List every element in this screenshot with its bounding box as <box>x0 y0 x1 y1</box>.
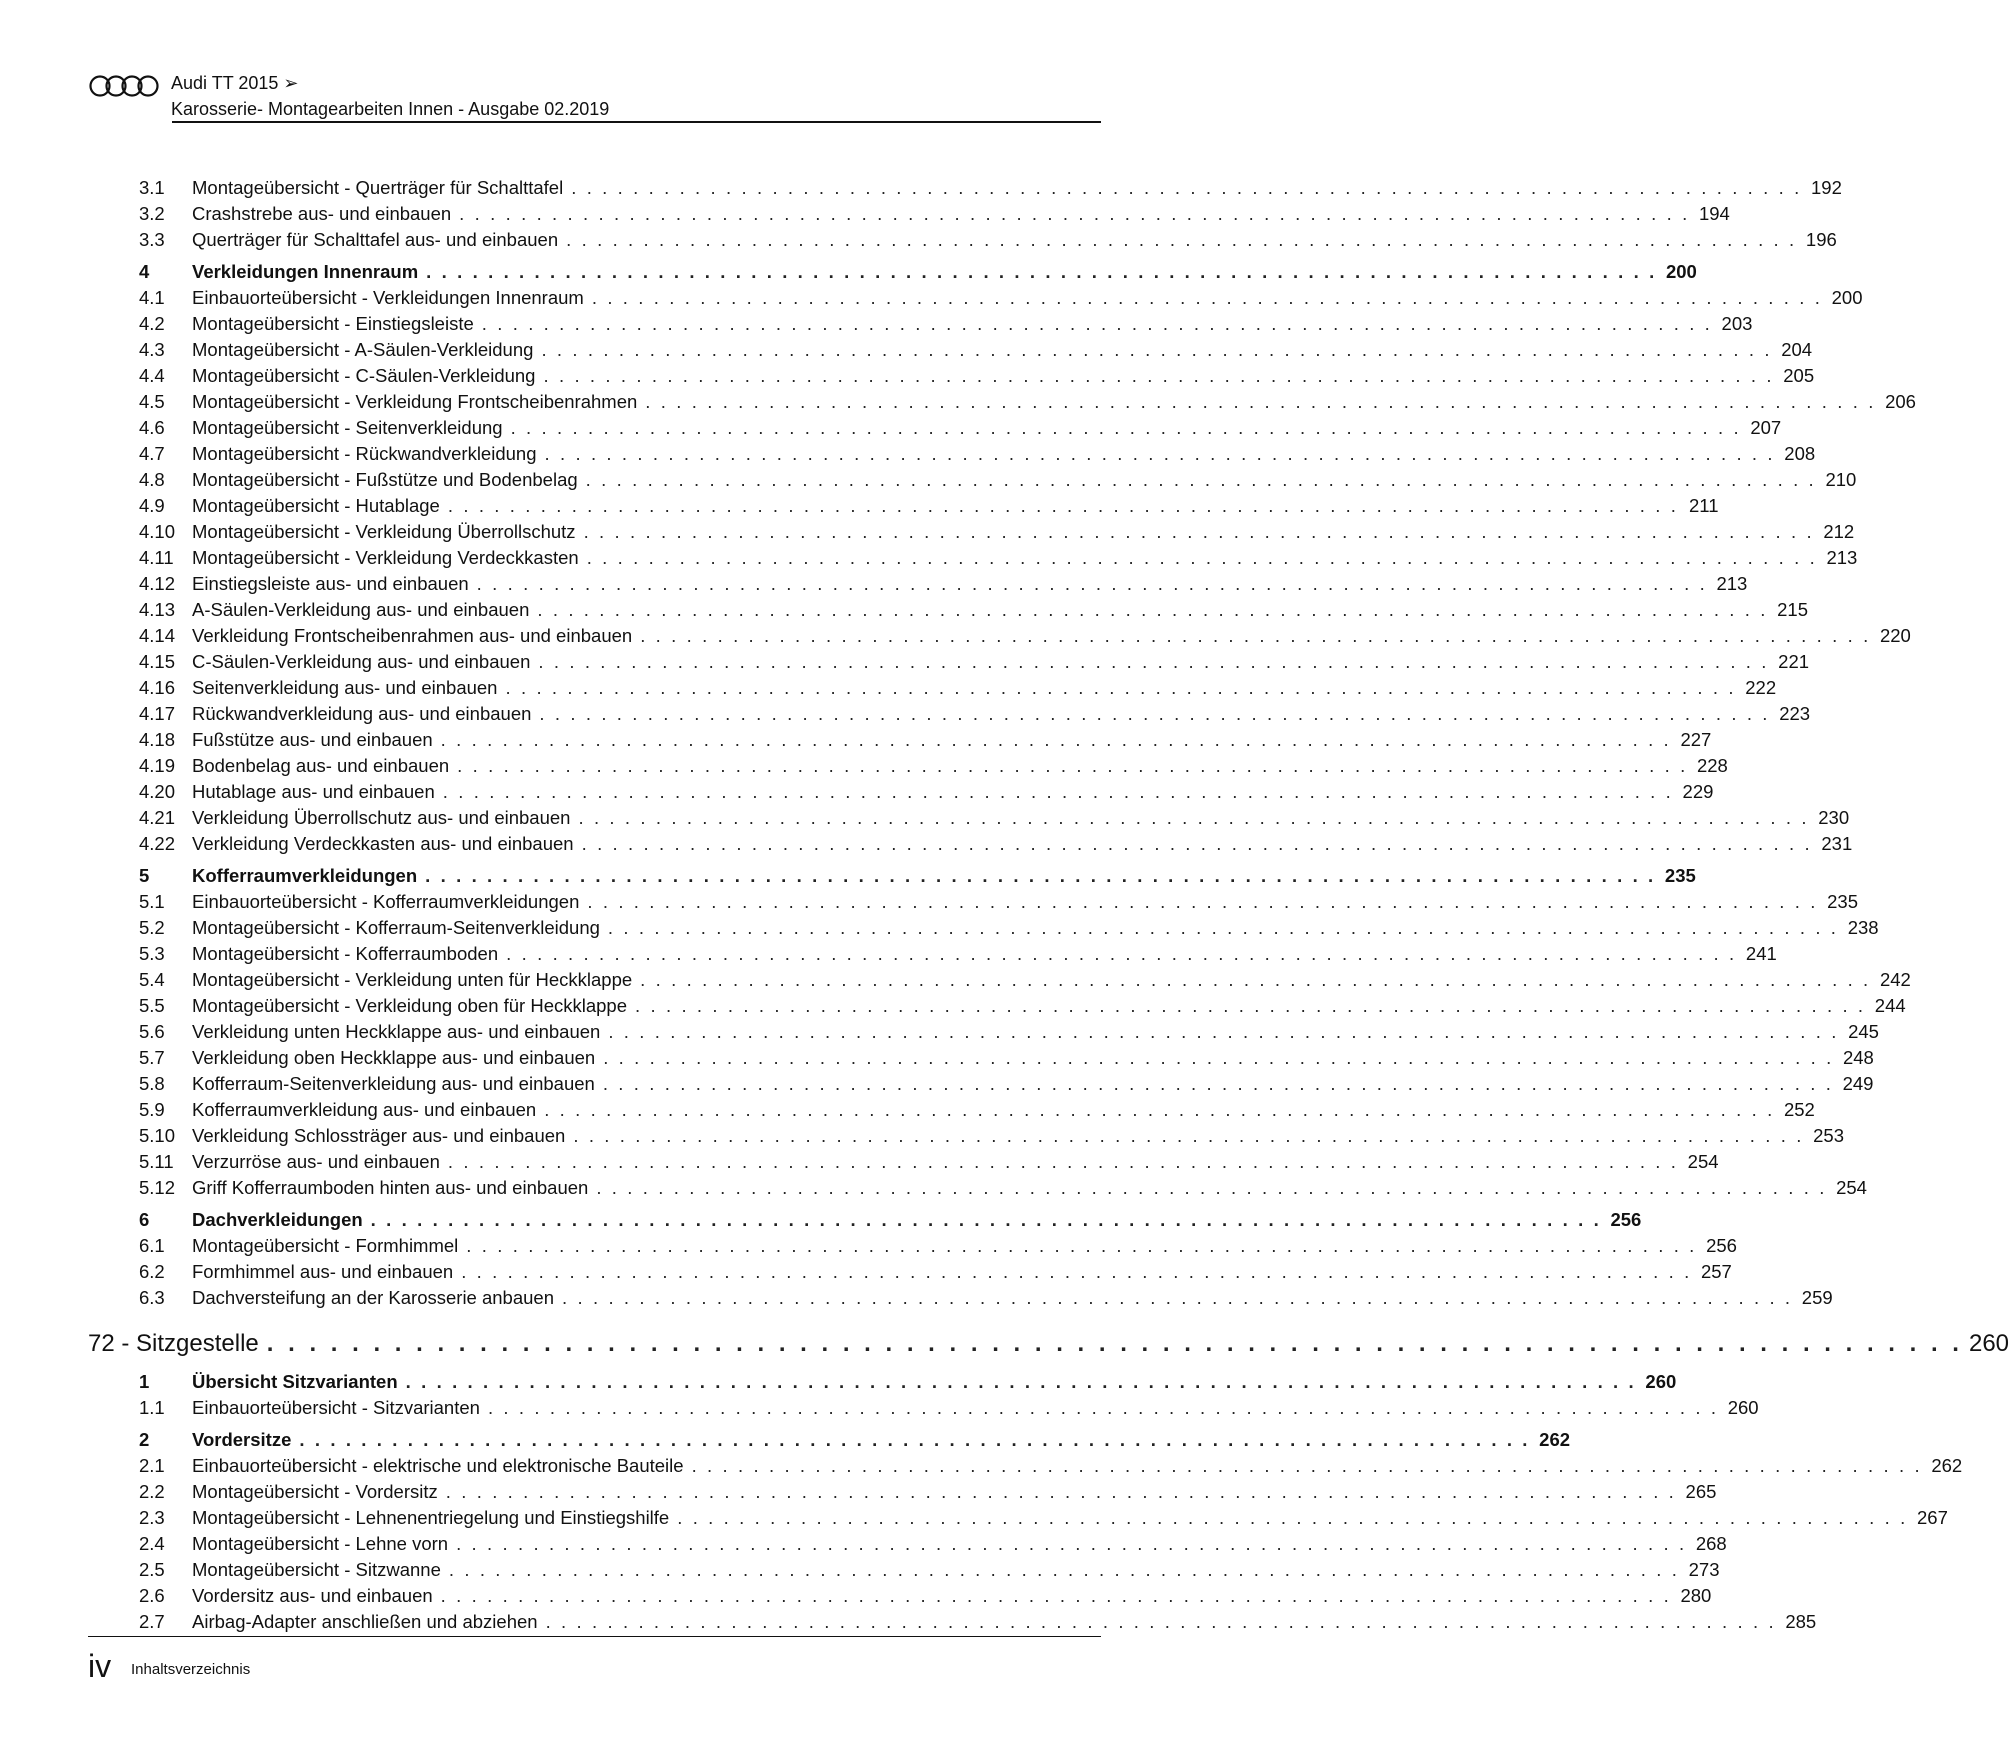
toc-page-number: 260 <box>1727 1397 1759 1418</box>
toc-dot-leader: . . . . . . . . . . . . . . . . . . . . . . . . . . . . . . . . . . . . . . . . . . . . . . . . . . . . . . . . . . . . . . . . . . . . . . . . . . . . . . . . <box>543 365 1775 386</box>
toc-section[interactable] <box>88 1207 1642 1233</box>
toc-page-number: 223 <box>1779 703 1811 724</box>
toc-title: Verkleidung unten Heckklappe aus- und einbauen <box>192 1021 601 1042</box>
toc-entry[interactable] <box>88 649 1810 675</box>
toc-number: 4.2 <box>139 313 165 334</box>
toc-page-number: 206 <box>1885 391 1916 412</box>
toc-entry[interactable] <box>88 1609 1817 1635</box>
toc-title: Montageübersicht - Querträger für Schalttafel <box>192 177 564 198</box>
toc-title: Verkleidung Schlossträger aus- und einbauen <box>192 1125 566 1146</box>
toc-dot-leader: . . . . . . . . . . . . . . . . . . . . . . . . . . . . . . . . . . . . . . . . . . . . . . . . . . . . . . . . . . . . . . . . . . . . . . . . . . . . . . . . <box>583 521 1815 542</box>
toc-entry[interactable] <box>88 675 1777 701</box>
toc-entry[interactable] <box>88 519 1855 545</box>
toc-dot-leader: . . . . . . . . . . . . . . . . . . . . . . . . . . . . . . . . . . . . . . . . . . . . . . . . . . . . . . . . . . . . . . . . . . . . . . . . . . . . . . . . <box>596 1177 1827 1198</box>
toc-entry[interactable] <box>88 941 1777 967</box>
toc-entry[interactable] <box>88 571 1748 597</box>
toc-title: Einbauorteübersicht - Kofferraumverkleidungen <box>192 891 580 912</box>
toc-dot-leader: . . . . . . . . . . . . . . . . . . . . . . . . . . . . . . . . . . . . . . . . . . . . . . . . . . . . . . . . . . . . . . . . . . . . . . . . . . . . . . . . <box>585 469 1817 490</box>
toc-entry[interactable] <box>88 1259 1732 1285</box>
toc-dot-leader: . . . . . . . . . . . . . . . . . . . . . . . . . . . . . . . . . . . . . . . . . . . . . . . . . . . . . . . . . . . . . . . . . . . . . . . . . . . . . . . . <box>538 651 1770 672</box>
toc-page-number: 267 <box>1917 1507 1948 1528</box>
toc-number: 2.7 <box>139 1611 165 1632</box>
toc-dot-leader: . . . . . . . . . . . . . . . . . . . . . . . . . . . . . . . . . . . . . . . . . . . . . . . . . . . . . . . . . . . . . . . . . . . . . . . . . . . . . . . . <box>481 313 1713 334</box>
toc-page-number: 244 <box>1874 995 1906 1016</box>
toc-title: Seitenverkleidung aus- und einbauen <box>192 677 498 698</box>
toc-section[interactable] <box>88 1427 1571 1453</box>
toc-page-number: 207 <box>1750 417 1782 438</box>
toc-dot-leader: . . . . . . . . . . . . . . . . . . . . . . . . . . . . . . . . . . . . . . . . . . . . . . . . . . . . . . . . . . . . . . . . . . . . . . . . . . . . . . . . <box>640 625 1871 646</box>
toc-number: 4.19 <box>139 755 176 776</box>
toc-number: 4.10 <box>139 521 176 542</box>
toc-dot-leader: . . . . . . . . . . . . . . . . . . . . . . . . . . . . . . . . . . . . . . . . . . . . . . . . . . . . . . . . . . . . . . . . . . . . . . . . . . . . . . . . <box>447 1151 1679 1172</box>
toc-number: 2 <box>139 1429 150 1450</box>
toc-page-number: 253 <box>1813 1125 1844 1146</box>
toc-title: Verkleidung Überrollschutz aus- und einbauen <box>192 807 571 828</box>
toc-page-number: 262 <box>1539 1429 1571 1450</box>
footer-label: Inhaltsverzeichnis <box>131 1661 251 1678</box>
toc-title: 72 - Sitzgestelle <box>88 1330 259 1357</box>
toc-title: Montageübersicht - Verkleidung Verdeckkasten <box>192 547 579 568</box>
toc-number: 6.1 <box>139 1235 165 1256</box>
toc-page-number: 265 <box>1685 1481 1717 1502</box>
toc-number: 4.12 <box>139 573 176 594</box>
toc-entry[interactable] <box>88 1019 1879 1045</box>
header-divider <box>172 121 1101 123</box>
toc-page-number: 212 <box>1823 521 1855 542</box>
toc-title: Verzurröse aus- und einbauen <box>192 1151 440 1172</box>
toc-title: Querträger für Schalttafel aus- und einbauen <box>192 229 559 250</box>
toc-number: 5.8 <box>139 1073 165 1094</box>
toc-title: Kofferraum-Seitenverkleidung aus- und einbauen <box>192 1073 595 1094</box>
toc-entry[interactable] <box>88 1175 1867 1201</box>
toc-entry[interactable] <box>88 967 1911 993</box>
audi-rings-icon <box>88 74 160 98</box>
toc-number: 6 <box>139 1209 150 1230</box>
toc-title: Kofferraumverkleidungen <box>192 865 418 886</box>
toc-entry[interactable] <box>88 441 1816 467</box>
toc-title: Hutablage aus- und einbauen <box>192 781 435 802</box>
toc-entry[interactable] <box>88 415 1782 441</box>
toc-number: 2.4 <box>139 1533 165 1554</box>
toc-title: Montageübersicht - Sitzwanne <box>192 1559 441 1580</box>
toc-entry[interactable] <box>88 1285 1833 1311</box>
toc-page-number: 194 <box>1698 203 1730 224</box>
toc-number: 5.1 <box>139 891 165 912</box>
toc-entry[interactable] <box>88 831 1853 857</box>
toc-page-number: 242 <box>1879 969 1911 990</box>
toc-title: Verkleidung Verdeckkasten aus- und einbauen <box>192 833 574 854</box>
toc-number: 6.2 <box>139 1261 165 1282</box>
toc-dot-leader: . . . . . . . . . . . . . . . . . . . . . . . . . . . . . . . . . . . . . . . . . . . . . . . . . . . . . . . . . . . . . . . . . . . . . . . . . . . . . . . . <box>266 1330 1963 1357</box>
toc-page-number: 238 <box>1847 917 1879 938</box>
toc-dot-leader: . . . . . . . . . . . . . . . . . . . . . . . . . . . . . . . . . . . . . . . . . . . . . . . . . . . . . . . . . . . . . . . . . . . . . . . . . . . . . . . . <box>607 917 1839 938</box>
toc-title: Montageübersicht - Lehnenentriegelung und Einstiegshilfe <box>192 1507 670 1528</box>
toc-title: Formhimmel aus- und einbauen <box>192 1261 454 1282</box>
toc-dot-leader: . . . . . . . . . . . . . . . . . . . . . . . . . . . . . . . . . . . . . . . . . . . . . . . . . . . . . . . . . . . . . . . . . . . . . . . . . . . . . . . . <box>445 1481 1677 1502</box>
toc-page-number: 231 <box>1821 833 1853 854</box>
toc-dot-leader: . . . . . . . . . . . . . . . . . . . . . . . . . . . . . . . . . . . . . . . . . . . . . . . . . . . . . . . . . . . . . . . . . . . . . . . . . . . . . . . . <box>461 1261 1692 1282</box>
toc-dot-leader: . . . . . . . . . . . . . . . . . . . . . . . . . . . . . . . . . . . . . . . . . . . . . . . . . . . . . . . . . . . . . . . . . . . . . . . . . . . . . . . . <box>442 781 1674 802</box>
toc-page-number: 249 <box>1842 1073 1874 1094</box>
toc-page-number: 260 <box>1968 1330 2009 1357</box>
toc-dot-leader: . . . . . . . . . . . . . . . . . . . . . . . . . . . . . . . . . . . . . . . . . . . . . . . . . . . . . . . . . . . . . . . . . . . . . . . . . . . . . . . . <box>602 1073 1834 1094</box>
toc-dot-leader: . . . . . . . . . . . . . . . . . . . . . . . . . . . . . . . . . . . . . . . . . . . . . . . . . . . . . . . . . . . . . . . . . . . . . . . . . . . . . . . . <box>578 807 1810 828</box>
toc-dot-leader: . . . . . . . . . . . . . . . . . . . . . . . . . . . . . . . . . . . . . . . . . . . . . . . . . . . . . . . . . . . . . . . . . . . . . . . . . . . . . . . . <box>573 1125 1804 1146</box>
toc-number: 4.13 <box>139 599 176 620</box>
toc-dot-leader: . . . . . . . . . . . . . . . . . . . . . . . . . . . . . . . . . . . . . . . . . . . . . . . . . . . . . . . . . . . . . . . . . . . . . . . . . . . . . . . . <box>581 833 1813 854</box>
toc-number: 5.11 <box>139 1151 174 1172</box>
toc-page-number: 256 <box>1706 1235 1737 1256</box>
toc-number: 5.3 <box>139 943 165 964</box>
toc-title: Montageübersicht - Verkleidung Frontscheibenrahmen <box>192 391 638 412</box>
toc-number: 3.1 <box>139 177 165 198</box>
toc-title: Montageübersicht - Verkleidung Überrollschutz <box>192 521 576 542</box>
document-title: Audi TT 2015 ➢ <box>171 73 299 93</box>
toc-page-number: 205 <box>1783 365 1815 386</box>
toc-page-number: 204 <box>1781 339 1813 360</box>
toc-dot-leader: . . . . . . . . . . . . . . . . . . . . . . . . . . . . . . . . . . . . . . . . . . . . . . . . . . . . . . . . . . . . . . . . . . . . . . . . . . . . . . . . <box>466 1235 1697 1256</box>
toc-dot-leader: . . . . . . . . . . . . . . . . . . . . . . . . . . . . . . . . . . . . . . . . . . . . . . . . . . . . . . . . . . . . . . . . . . . . . . . . . . . . . . . . <box>544 443 1776 464</box>
toc-number: 4.16 <box>139 677 176 698</box>
toc-dot-leader: . . . . . . . . . . . . . . . . . . . . . . . . . . . . . . . . . . . . . . . . . . . . . . . . . . . . . . . . . . . . . . . . . . . . . . . . . . . . . . . . <box>677 1507 1908 1528</box>
toc-number: 5.7 <box>139 1047 165 1068</box>
toc-title: Einbauorteübersicht - Verkleidungen Innenraum <box>192 287 584 308</box>
toc-page-number: 254 <box>1687 1151 1719 1172</box>
toc-page-number: 196 <box>1805 229 1837 250</box>
toc-entry[interactable] <box>88 1557 1720 1583</box>
toc-section[interactable] <box>88 863 1696 889</box>
toc-number: 5.12 <box>139 1177 176 1198</box>
toc-entry[interactable] <box>88 753 1728 779</box>
toc-title: Montageübersicht - Hutablage <box>192 495 440 516</box>
footer-divider <box>88 1636 1101 1637</box>
toc-dot-leader: . . . . . . . . . . . . . . . . . . . . . . . . . . . . . . . . . . . . . . . . . . . . . . . . . . . . . . . . . . . . . . . . . . . . . . . . . . . . . . . . <box>566 229 1797 250</box>
table-of-contents <box>88 175 2009 1635</box>
toc-number: 2.2 <box>139 1481 165 1502</box>
toc-entry[interactable] <box>88 1071 1874 1097</box>
toc-entry[interactable] <box>88 363 1815 389</box>
toc-title: Montageübersicht - Kofferraumboden <box>192 943 499 964</box>
toc-dot-leader: . . . . . . . . . . . . . . . . . . . . . . . . . . . . . . . . . . . . . . . . . . . . . . . . . . . . . . . . . . . . . . . . . . . . . . . . . . . . . . . . <box>459 203 1690 224</box>
toc-number: 5.9 <box>139 1099 165 1120</box>
toc-number: 4.5 <box>139 391 165 412</box>
toc-dot-leader: . . . . . . . . . . . . . . . . . . . . . . . . . . . . . . . . . . . . . . . . . . . . . . . . . . . . . . . . . . . . . . . . . . . . . . . . . . . . . . . . <box>487 1397 1719 1418</box>
toc-title: Montageübersicht - C-Säulen-Verkleidung <box>192 365 536 386</box>
toc-title: Verkleidungen Innenraum <box>192 261 419 282</box>
toc-number: 5.2 <box>139 917 165 938</box>
toc-entry[interactable] <box>88 623 1911 649</box>
toc-title: Rückwandverkleidung aus- und einbauen <box>192 703 532 724</box>
toc-page-number: 257 <box>1700 1261 1732 1282</box>
toc-page-number: 227 <box>1680 729 1712 750</box>
toc-number: 5.5 <box>139 995 165 1016</box>
toc-dot-leader: . . . . . . . . . . . . . . . . . . . . . . . . . . . . . . . . . . . . . . . . . . . . . . . . . . . . . . . . . . . . . . . . . . . . . . . . . . . . . . . . <box>440 1585 1672 1606</box>
toc-page-number: 228 <box>1696 755 1728 776</box>
toc-number: 4 <box>139 261 150 282</box>
toc-page-number: 222 <box>1745 677 1777 698</box>
toc-page-number: 215 <box>1777 599 1809 620</box>
toc-page-number: 192 <box>1811 177 1842 198</box>
toc-page-number: 241 <box>1745 943 1777 964</box>
toc-entry[interactable] <box>88 227 1837 253</box>
toc-entry[interactable] <box>88 1395 1759 1421</box>
toc-dot-leader: . . . . . . . . . . . . . . . . . . . . . . . . . . . . . . . . . . . . . . . . . . . . . . . . . . . . . . . . . . . . . . . . . . . . . . . . . . . . . . . . <box>510 417 1742 438</box>
toc-page-number: 262 <box>1931 1455 1963 1476</box>
toc-entry[interactable] <box>88 467 1857 493</box>
toc-entry[interactable] <box>88 201 1730 227</box>
toc-number: 2.1 <box>139 1455 165 1476</box>
toc-number: 4.3 <box>139 339 165 360</box>
toc-page-number: 235 <box>1664 865 1696 886</box>
toc-dot-leader: . . . . . . . . . . . . . . . . . . . . . . . . . . . . . . . . . . . . . . . . . . . . . . . . . . . . . . . . . . . . . . . . . . . . . . . . . . . . . . . . <box>405 1371 1637 1392</box>
toc-entry[interactable] <box>88 889 1859 915</box>
toc-entry[interactable] <box>88 1583 1712 1609</box>
toc-entry[interactable] <box>88 727 1712 753</box>
toc-number: 4.7 <box>139 443 165 464</box>
toc-dot-leader: . . . . . . . . . . . . . . . . . . . . . . . . . . . . . . . . . . . . . . . . . . . . . . . . . . . . . . . . . . . . . . . . . . . . . . . . . . . . . . . . <box>370 1209 1602 1230</box>
toc-entry[interactable] <box>88 1505 1948 1531</box>
toc-number: 4.20 <box>139 781 176 802</box>
toc-number: 4.17 <box>139 703 176 724</box>
toc-dot-leader: . . . . . . . . . . . . . . . . . . . . . . . . . . . . . . . . . . . . . . . . . . . . . . . . . . . . . . . . . . . . . . . . . . . . . . . . . . . . . . . . <box>448 1559 1680 1580</box>
toc-title: Montageübersicht - Formhimmel <box>192 1235 459 1256</box>
toc-title: Griff Kofferraumboden hinten aus- und einbauen <box>192 1177 589 1198</box>
toc-section[interactable] <box>88 259 1697 285</box>
toc-number: 4.22 <box>139 833 176 854</box>
toc-entry[interactable] <box>88 1531 1727 1557</box>
toc-number: 4.21 <box>139 807 176 828</box>
toc-title: Airbag-Adapter anschließen und abziehen <box>192 1611 538 1632</box>
toc-title: Montageübersicht - Verkleidung unten für Heckklappe <box>192 969 633 990</box>
toc-page-number: 210 <box>1825 469 1857 490</box>
toc-entry[interactable] <box>88 493 1719 519</box>
toc-dot-leader: . . . . . . . . . . . . . . . . . . . . . . . . . . . . . . . . . . . . . . . . . . . . . . . . . . . . . . . . . . . . . . . . . . . . . . . . . . . . . . . . <box>537 599 1769 620</box>
toc-dot-leader: . . . . . . . . . . . . . . . . . . . . . . . . . . . . . . . . . . . . . . . . . . . . . . . . . . . . . . . . . . . . . . . . . . . . . . . . . . . . . . . . <box>299 1429 1531 1450</box>
toc-number: 4.18 <box>139 729 176 750</box>
toc-page-number: 259 <box>1801 1287 1833 1308</box>
toc-dot-leader: . . . . . . . . . . . . . . . . . . . . . . . . . . . . . . . . . . . . . . . . . . . . . . . . . . . . . . . . . . . . . . . . . . . . . . . . . . . . . . . . <box>562 1287 1793 1308</box>
toc-entry[interactable] <box>88 1233 1737 1259</box>
document-subtitle: Karosserie- Montagearbeiten Innen - Ausgabe 02.2019 <box>171 99 610 119</box>
toc-number: 4.4 <box>139 365 165 386</box>
toc-page-number: 252 <box>1783 1099 1815 1120</box>
toc-number: 2.5 <box>139 1559 165 1580</box>
toc-entry[interactable] <box>88 993 1906 1019</box>
toc-number: 6.3 <box>139 1287 165 1308</box>
toc-page-number: 256 <box>1610 1209 1642 1230</box>
toc-title: Vordersitz aus- und einbauen <box>192 1585 433 1606</box>
toc-dot-leader: . . . . . . . . . . . . . . . . . . . . . . . . . . . . . . . . . . . . . . . . . . . . . . . . . . . . . . . . . . . . . . . . . . . . . . . . . . . . . . . . <box>645 391 1876 412</box>
toc-entry[interactable] <box>88 1149 1719 1175</box>
toc-title: Montageübersicht - Rückwandverkleidung <box>192 443 537 464</box>
page-number: iv <box>88 1648 112 1684</box>
page-header <box>88 70 1101 122</box>
toc-number: 4.14 <box>139 625 176 646</box>
toc-dot-leader: . . . . . . . . . . . . . . . . . . . . . . . . . . . . . . . . . . . . . . . . . . . . . . . . . . . . . . . . . . . . . . . . . . . . . . . . . . . . . . . . <box>587 891 1819 912</box>
toc-dot-leader: . . . . . . . . . . . . . . . . . . . . . . . . . . . . . . . . . . . . . . . . . . . . . . . . . . . . . . . . . . . . . . . . . . . . . . . . . . . . . . . . <box>456 1533 1687 1554</box>
toc-page-number: 221 <box>1778 651 1810 672</box>
toc-title: Crashstrebe aus- und einbauen <box>192 203 452 224</box>
toc-page-number: 200 <box>1665 261 1697 282</box>
toc-dot-leader: . . . . . . . . . . . . . . . . . . . . . . . . . . . . . . . . . . . . . . . . . . . . . . . . . . . . . . . . . . . . . . . . . . . . . . . . . . . . . . . . <box>591 287 1823 308</box>
toc-entry[interactable] <box>88 915 1879 941</box>
toc-number: 4.11 <box>139 547 174 568</box>
toc-title: Montageübersicht - Verkleidung oben für Heckklappe <box>192 995 628 1016</box>
toc-entry[interactable] <box>88 1453 1963 1479</box>
toc-page-number: 230 <box>1818 807 1850 828</box>
toc-entry[interactable] <box>88 597 1809 623</box>
toc-number: 1.1 <box>139 1397 165 1418</box>
toc-entry[interactable] <box>88 1097 1815 1123</box>
toc-page-number: 260 <box>1645 1371 1677 1392</box>
toc-number: 5.6 <box>139 1021 165 1042</box>
toc-title: Montageübersicht - Vordersitz <box>192 1481 438 1502</box>
toc-title: Vordersitze <box>192 1429 292 1450</box>
toc-entry[interactable] <box>88 779 1714 805</box>
toc-dot-leader: . . . . . . . . . . . . . . . . . . . . . . . . . . . . . . . . . . . . . . . . . . . . . . . . . . . . . . . . . . . . . . . . . . . . . . . . . . . . . . . . <box>506 943 1737 964</box>
toc-entry[interactable] <box>88 389 1916 415</box>
toc-entry[interactable] <box>88 337 1813 363</box>
toc-title: Übersicht Sitzvarianten <box>192 1371 398 1392</box>
toc-title: Fußstütze aus- und einbauen <box>192 729 433 750</box>
toc-number: 2.6 <box>139 1585 165 1606</box>
toc-number: 5.4 <box>139 969 165 990</box>
toc-page-number: 229 <box>1682 781 1714 802</box>
toc-title: Einbauorteübersicht - elektrische und elektronische Bauteile <box>192 1455 684 1476</box>
toc-entry[interactable] <box>88 1479 1717 1505</box>
toc-page-number: 280 <box>1680 1585 1712 1606</box>
toc-dot-leader: . . . . . . . . . . . . . . . . . . . . . . . . . . . . . . . . . . . . . . . . . . . . . . . . . . . . . . . . . . . . . . . . . . . . . . . . . . . . . . . . <box>635 995 1866 1016</box>
toc-dot-leader: . . . . . . . . . . . . . . . . . . . . . . . . . . . . . . . . . . . . . . . . . . . . . . . . . . . . . . . . . . . . . . . . . . . . . . . . . . . . . . . . <box>476 573 1708 594</box>
toc-dot-leader: . . . . . . . . . . . . . . . . . . . . . . . . . . . . . . . . . . . . . . . . . . . . . . . . . . . . . . . . . . . . . . . . . . . . . . . . . . . . . . . . <box>457 755 1688 776</box>
toc-entry[interactable] <box>88 175 1842 201</box>
toc-dot-leader: . . . . . . . . . . . . . . . . . . . . . . . . . . . . . . . . . . . . . . . . . . . . . . . . . . . . . . . . . . . . . . . . . . . . . . . . . . . . . . . . <box>425 865 1656 886</box>
toc-dot-leader: . . . . . . . . . . . . . . . . . . . . . . . . . . . . . . . . . . . . . . . . . . . . . . . . . . . . . . . . . . . . . . . . . . . . . . . . . . . . . . . . <box>571 177 1802 198</box>
toc-page-number: 245 <box>1848 1021 1879 1042</box>
toc-dot-leader: . . . . . . . . . . . . . . . . . . . . . . . . . . . . . . . . . . . . . . . . . . . . . . . . . . . . . . . . . . . . . . . . . . . . . . . . . . . . . . . . <box>539 703 1771 724</box>
toc-number: 4.8 <box>139 469 165 490</box>
toc-title: Montageübersicht - A-Säulen-Verkleidung <box>192 339 534 360</box>
toc-entry[interactable] <box>88 545 1858 571</box>
toc-title: Einbauorteübersicht - Sitzvarianten <box>192 1397 480 1418</box>
toc-dot-leader: . . . . . . . . . . . . . . . . . . . . . . . . . . . . . . . . . . . . . . . . . . . . . . . . . . . . . . . . . . . . . . . . . . . . . . . . . . . . . . . . <box>505 677 1737 698</box>
toc-dot-leader: . . . . . . . . . . . . . . . . . . . . . . . . . . . . . . . . . . . . . . . . . . . . . . . . . . . . . . . . . . . . . . . . . . . . . . . . . . . . . . . . <box>603 1047 1834 1068</box>
toc-title: Montageübersicht - Seitenverkleidung <box>192 417 503 438</box>
toc-entry[interactable] <box>88 1045 1874 1071</box>
toc-page-number: 254 <box>1836 1177 1867 1198</box>
toc-section[interactable] <box>88 1369 1677 1395</box>
toc-title: Verkleidung oben Heckklappe aus- und einbauen <box>192 1047 596 1068</box>
toc-entry[interactable] <box>88 805 1850 831</box>
toc-title: Montageübersicht - Kofferraum-Seitenverkleidung <box>192 917 600 938</box>
toc-page-number: 273 <box>1688 1559 1720 1580</box>
toc-page-number: 220 <box>1879 625 1911 646</box>
toc-dot-leader: . . . . . . . . . . . . . . . . . . . . . . . . . . . . . . . . . . . . . . . . . . . . . . . . . . . . . . . . . . . . . . . . . . . . . . . . . . . . . . . . <box>586 547 1818 568</box>
toc-number: 1 <box>139 1371 150 1392</box>
toc-page-number: 208 <box>1784 443 1816 464</box>
toc-number: 5.10 <box>139 1125 176 1146</box>
toc-title: Montageübersicht - Fußstütze und Bodenbelag <box>192 469 578 490</box>
toc-dot-leader: . . . . . . . . . . . . . . . . . . . . . . . . . . . . . . . . . . . . . . . . . . . . . . . . . . . . . . . . . . . . . . . . . . . . . . . . . . . . . . . . <box>440 729 1672 750</box>
toc-dot-leader: . . . . . . . . . . . . . . . . . . . . . . . . . . . . . . . . . . . . . . . . . . . . . . . . . . . . . . . . . . . . . . . . . . . . . . . . . . . . . . . . <box>544 1099 1775 1120</box>
toc-page-number: 203 <box>1721 313 1753 334</box>
toc-entry[interactable] <box>88 311 1753 337</box>
toc-title: A-Säulen-Verkleidung aus- und einbauen <box>192 599 530 620</box>
toc-page-number: 235 <box>1827 891 1859 912</box>
toc-dot-leader: . . . . . . . . . . . . . . . . . . . . . . . . . . . . . . . . . . . . . . . . . . . . . . . . . . . . . . . . . . . . . . . . . . . . . . . . . . . . . . . . <box>541 339 1773 360</box>
toc-entry[interactable] <box>88 1123 1844 1149</box>
toc-number: 4.1 <box>139 287 165 308</box>
toc-title: C-Säulen-Verkleidung aus- und einbauen <box>192 651 531 672</box>
toc-dot-leader: . . . . . . . . . . . . . . . . . . . . . . . . . . . . . . . . . . . . . . . . . . . . . . . . . . . . . . . . . . . . . . . . . . . . . . . . . . . . . . . . <box>426 261 1657 282</box>
toc-number: 4.6 <box>139 417 165 438</box>
toc-page-number: 211 <box>1689 495 1719 516</box>
toc-title: Montageübersicht - Einstiegsleiste <box>192 313 474 334</box>
toc-dot-leader: . . . . . . . . . . . . . . . . . . . . . . . . . . . . . . . . . . . . . . . . . . . . . . . . . . . . . . . . . . . . . . . . . . . . . . . . . . . . . . . . <box>640 969 1871 990</box>
toc-number: 4.9 <box>139 495 165 516</box>
toc-page-number: 268 <box>1695 1533 1727 1554</box>
toc-dot-leader: . . . . . . . . . . . . . . . . . . . . . . . . . . . . . . . . . . . . . . . . . . . . . . . . . . . . . . . . . . . . . . . . . . . . . . . . . . . . . . . . <box>691 1455 1923 1476</box>
toc-title: Bodenbelag aus- und einbauen <box>192 755 450 776</box>
toc-entry[interactable] <box>88 701 1811 727</box>
toc-title: Kofferraumverkleidung aus- und einbauen <box>192 1099 537 1120</box>
toc-title: Verkleidung Frontscheibenrahmen aus- und einbauen <box>192 625 633 646</box>
toc-number: 4.15 <box>139 651 176 672</box>
toc-dot-leader: . . . . . . . . . . . . . . . . . . . . . . . . . . . . . . . . . . . . . . . . . . . . . . . . . . . . . . . . . . . . . . . . . . . . . . . . . . . . . . . . <box>545 1611 1777 1632</box>
toc-dot-leader: . . . . . . . . . . . . . . . . . . . . . . . . . . . . . . . . . . . . . . . . . . . . . . . . . . . . . . . . . . . . . . . . . . . . . . . . . . . . . . . . <box>447 495 1679 516</box>
toc-page-number: 213 <box>1826 547 1858 568</box>
toc-chapter[interactable] <box>88 1325 2009 1363</box>
toc-title: Dachverkleidungen <box>192 1209 363 1230</box>
toc-title: Montageübersicht - Lehne vorn <box>192 1533 449 1554</box>
toc-page-number: 200 <box>1831 287 1863 308</box>
toc-number: 3.3 <box>139 229 165 250</box>
toc-page-number: 285 <box>1785 1611 1817 1632</box>
toc-number: 2.3 <box>139 1507 165 1528</box>
toc-entry[interactable] <box>88 285 1863 311</box>
toc-dot-leader: . . . . . . . . . . . . . . . . . . . . . . . . . . . . . . . . . . . . . . . . . . . . . . . . . . . . . . . . . . . . . . . . . . . . . . . . . . . . . . . . <box>608 1021 1839 1042</box>
toc-number: 3.2 <box>139 203 165 224</box>
toc-title: Einstiegsleiste aus- und einbauen <box>192 573 469 594</box>
toc-title: Dachversteifung an der Karosserie anbauen <box>192 1287 555 1308</box>
toc-page-number: 248 <box>1842 1047 1874 1068</box>
toc-number: 5 <box>139 865 150 886</box>
toc-page-number: 213 <box>1716 573 1748 594</box>
